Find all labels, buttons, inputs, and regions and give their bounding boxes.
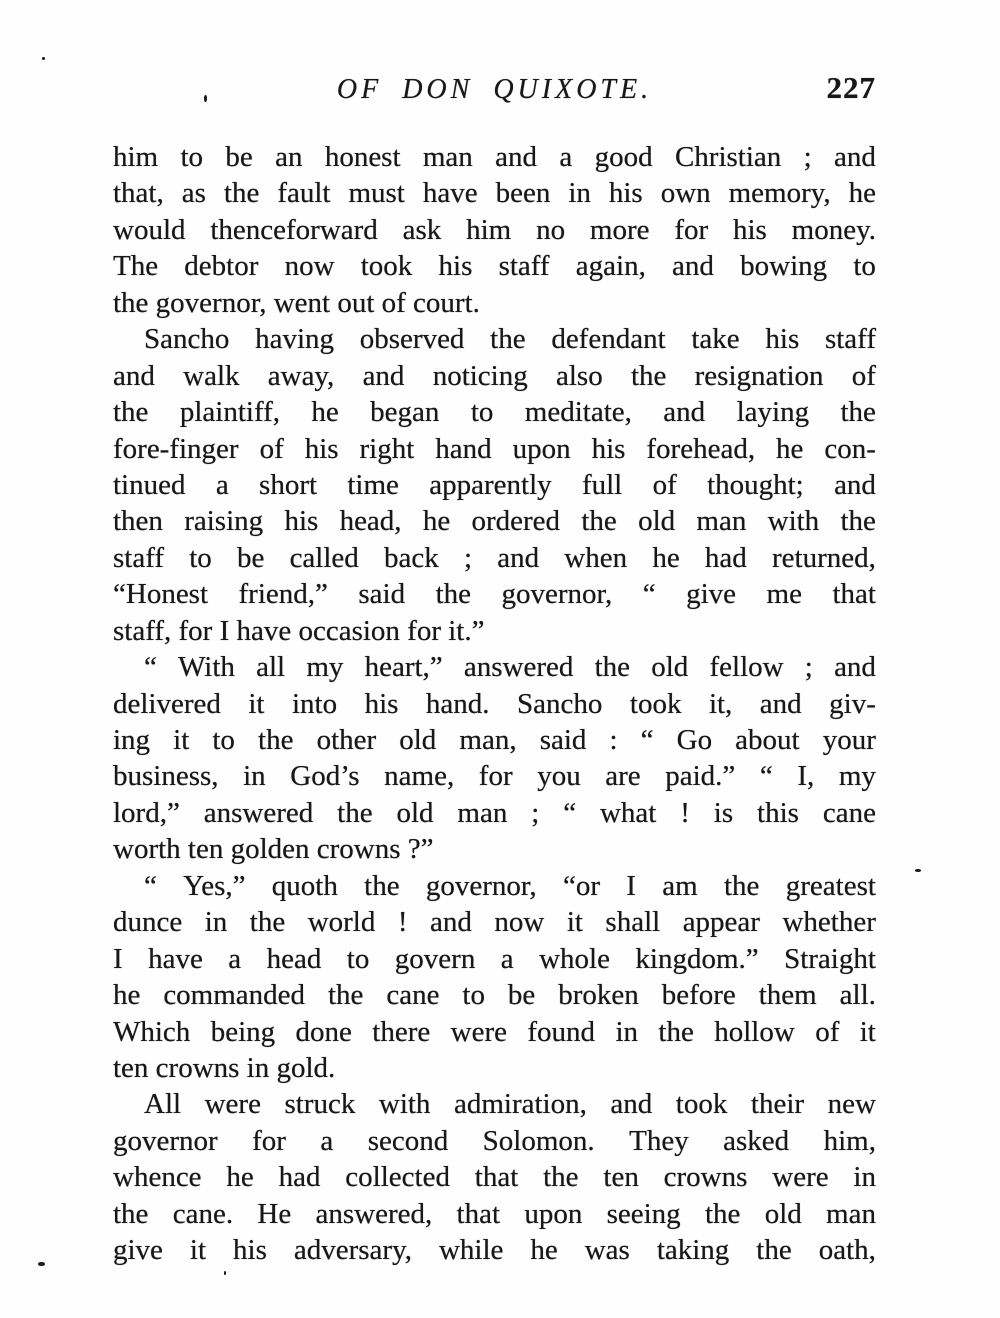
page-body (113, 139, 876, 1269)
text-line: staff to be called back ; and when he had returned, (113, 541, 876, 574)
scan-speck (42, 57, 45, 60)
text-line: the governor, went out of court. (113, 286, 480, 319)
text-line: give it his adversary, while he was taking the oath, (113, 1234, 876, 1267)
text-line: he commanded the cane to be broken before them all. (113, 979, 876, 1012)
text-line: fore-finger of his right hand upon his forehead, he con- (113, 432, 876, 465)
text-line: and walk away, and noticing also the resignation of (113, 359, 876, 392)
scan-speck (915, 869, 921, 872)
text-line: “Honest friend,” said the governor, “ give me that (113, 578, 876, 611)
running-title: OF DON QUIXOTE. (336, 74, 653, 105)
text-line: the plaintiff, he began to meditate, and laying the (113, 396, 876, 429)
text-line: All were struck with admiration, and took their new (144, 1088, 876, 1121)
text-line: him to be an honest man and a good Christian ; and (113, 141, 876, 173)
page-number: 227 (826, 70, 876, 105)
scan-speck (224, 1271, 226, 1275)
text-line: The debtor now took his staff again, and bowing to (113, 250, 876, 283)
text-line: “ Yes,” quoth the governor, “or I am the greatest (144, 869, 876, 902)
text-line: governor for a second Solomon. They asked him, (113, 1124, 876, 1157)
scan-speck (204, 95, 207, 102)
text-line: then raising his head, he ordered the old man with the (113, 505, 876, 538)
text-line: ing it to the other old man, said : “ Go about your (113, 724, 876, 756)
text-line: Which being done there were found in the hollow of it (113, 1015, 876, 1048)
text-line: “ With all my heart,” answered the old fellow ; and (144, 651, 876, 684)
text-line: Sancho having observed the defendant take his staff (144, 323, 876, 356)
page-header (113, 70, 876, 110)
text-line: I have a head to govern a whole kingdom.” Straight (113, 942, 876, 975)
text-line: staff, for I have occasion for it.” (113, 614, 485, 647)
scan-speck (38, 1262, 45, 1266)
text-line: lord,” answered the old man ; “ what ! is this cane (113, 796, 876, 829)
text-line: dunce in the world ! and now it shall appear whether (113, 906, 876, 939)
text-line: worth ten golden crowns ?” (113, 833, 434, 866)
text-line: whence he had collected that the ten crowns were in (113, 1161, 876, 1194)
text-line: business, in God’s name, for you are paid.” “ I, my (113, 760, 876, 793)
text-line: ten crowns in gold. (113, 1051, 336, 1084)
text-line: the cane. He answered, that upon seeing the old man (113, 1197, 876, 1230)
text-line: delivered it into his hand. Sancho took it, and giv- (113, 687, 876, 720)
text-line: would thenceforward ask him no more for his money. (113, 213, 876, 246)
text-line: tinued a short time apparently full of thought; and (113, 468, 876, 501)
text-line: that, as the fault must have been in his own memory, he (113, 177, 876, 210)
